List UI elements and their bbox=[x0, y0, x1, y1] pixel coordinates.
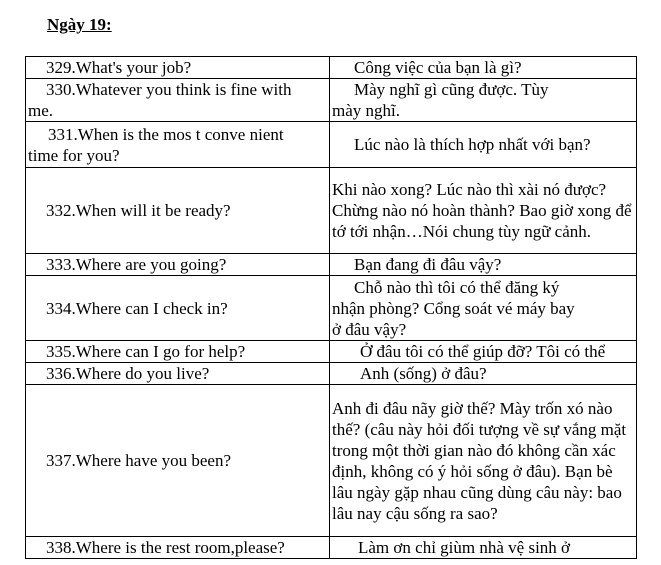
english-line: me. bbox=[28, 101, 54, 120]
english-line: 330.Whatever you think is fine with bbox=[46, 80, 292, 99]
vietnamese-line: Chỗ nào thì tôi có thể đăng ký bbox=[354, 277, 560, 297]
table-row bbox=[26, 168, 637, 254]
english-phrase: 334.Where can I check in? bbox=[26, 276, 330, 341]
vietnamese-translation: Anh đi đâu nãy giờ thế? Mày trốn xó nào thế? (câu này hỏi đối tượng về sự vắng mặt trong một thời gian nào đó không cần xác định, không có ý hỏi sống ở đâu). Bạn bè lâu ngày gặp nhau cũng dùng câu này: bao lâu nay cậu sống ra sao? bbox=[330, 385, 637, 537]
vietnamese-translation bbox=[330, 79, 637, 122]
english-phrase: 332.When will it be ready? bbox=[26, 168, 330, 254]
english-line: time for you? bbox=[28, 145, 120, 165]
table-row bbox=[26, 363, 637, 385]
vietnamese-translation: Anh (sống) ở đâu? bbox=[330, 363, 637, 385]
vietnamese-translation: Bạn đang đi đâu vậy? bbox=[330, 254, 637, 276]
table-row bbox=[26, 537, 637, 559]
vietnamese-translation: Khi nào xong? Lúc nào thì xài nó được? Chừng nào nó hoàn thành? Bao giờ xong để tớ tới nhận…Nói chung tùy ngữ cảnh. bbox=[330, 168, 637, 254]
vietnamese-translation: Lúc nào là thích hợp nhất với bạn? bbox=[330, 122, 637, 168]
english-phrase: 338.Where is the rest room,please? bbox=[26, 537, 330, 559]
table-row bbox=[26, 341, 637, 363]
vietnamese-translation: Công việc của bạn là gì? bbox=[330, 57, 637, 79]
english-phrase: 333.Where are you going? bbox=[26, 254, 330, 276]
english-phrase bbox=[26, 122, 330, 168]
english-phrase: 337.Where have you been? bbox=[26, 385, 330, 537]
table-row bbox=[26, 57, 637, 79]
vietnamese-line: ở đâu vậy? bbox=[332, 319, 407, 339]
table-row bbox=[26, 122, 637, 168]
vietnamese-translation: Làm ơn chỉ giùm nhà vệ sinh ở bbox=[330, 537, 637, 559]
table-row bbox=[26, 385, 637, 537]
vietnamese-line: nhận phòng? Cổng soát vé máy bay bbox=[332, 298, 575, 318]
vietnamese-line: mày nghĩ. bbox=[332, 101, 400, 120]
english-phrase: 329.What's your job? bbox=[26, 57, 330, 79]
phrase-table bbox=[25, 56, 637, 559]
english-phrase: 335.Where can I go for help? bbox=[26, 341, 330, 363]
vietnamese-line: Mày nghĩ gì cũng được. Tùy bbox=[354, 80, 549, 99]
table-row bbox=[26, 254, 637, 276]
english-phrase: 336.Where do you live? bbox=[26, 363, 330, 385]
table-row bbox=[26, 276, 637, 341]
vietnamese-translation bbox=[330, 276, 637, 341]
english-phrase bbox=[26, 79, 330, 122]
page-title: Ngày 19: bbox=[47, 15, 112, 34]
english-line: 331.When is the mos t conve nient bbox=[48, 124, 284, 144]
table-row bbox=[26, 79, 637, 122]
vietnamese-translation: Ở đâu tôi có thể giúp đỡ? Tôi có thể bbox=[330, 341, 637, 363]
